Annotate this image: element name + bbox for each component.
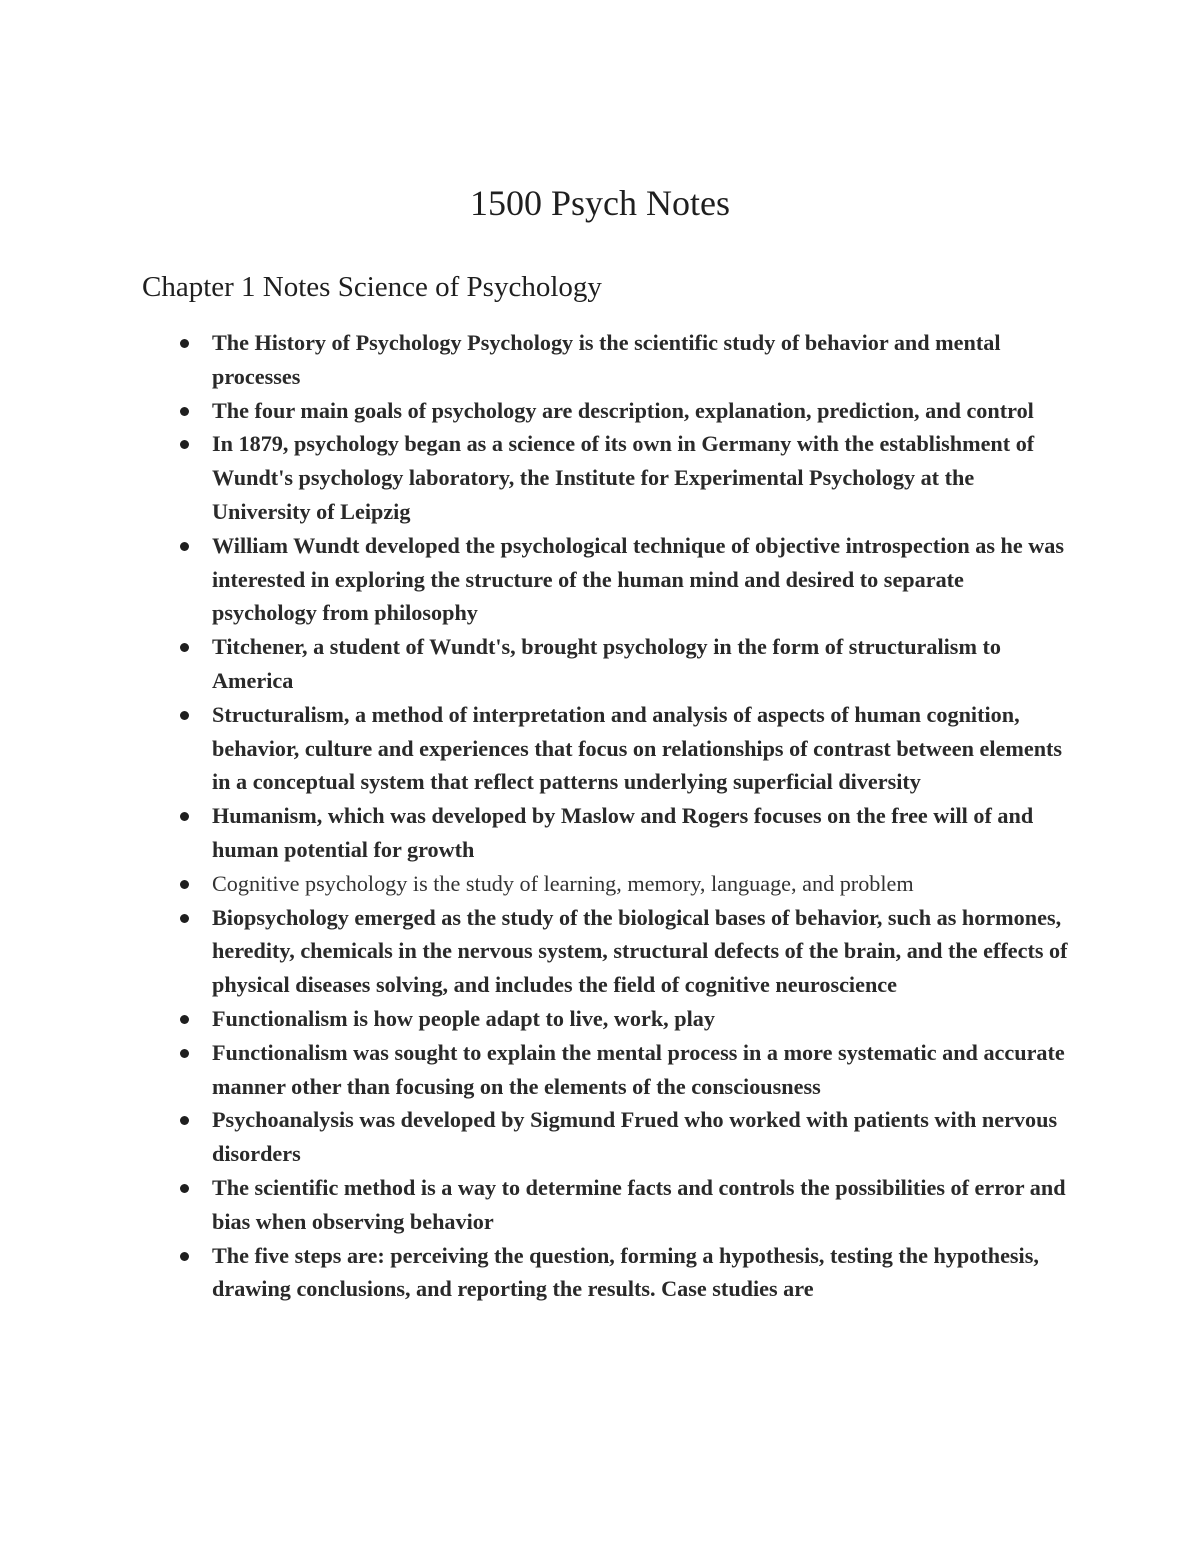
list-item bbox=[212, 867, 1072, 901]
list-item-text: The scientific method is a way to determine facts and controls the possibilities of error and bias when observing behavior bbox=[212, 1174, 1066, 1234]
bullet-icon bbox=[180, 440, 189, 449]
list-item-text: Humanism, which was developed by Maslow and Rogers focuses on the free will of and human potential for growth bbox=[212, 803, 1034, 862]
list-item-text: Structuralism, a method of interpretation and analysis of aspects of human cognition, behavior, culture and experiences that focus on relationships of contrast between elements in a conceptual system that reflect patterns underlying superficial diversity bbox=[212, 701, 1063, 795]
list-item bbox=[212, 698, 1072, 799]
list-item-text: The History of Psychology Psychology is the scientific study of behavior and mental processes bbox=[212, 330, 1001, 389]
list-item-text: The four main goals of psychology are description, explanation, prediction, and control bbox=[212, 397, 1034, 423]
list-item-text: Functionalism was sought to explain the mental process in a more systematic and accurate manner other than focusing on the elements of the consciousness bbox=[212, 1039, 1065, 1099]
list-item-text: Psychoanalysis was developed by Sigmund Frued who worked with patients with nervous disorders bbox=[212, 1107, 1058, 1167]
list-item-text: William Wundt developed the psychological technique of objective introspection as he was interested in exploring the structure of the human mind and desired to separate psychology from philosophy bbox=[212, 532, 1064, 626]
bullet-icon bbox=[180, 880, 189, 889]
list-item bbox=[212, 1239, 1072, 1307]
list-item bbox=[212, 901, 1072, 1002]
list-item-text: Titchener, a student of Wundt's, brought psychology in the form of structuralism to America bbox=[212, 634, 1001, 693]
list-item bbox=[212, 326, 1072, 394]
list-item bbox=[212, 1036, 1072, 1104]
bullet-icon bbox=[180, 812, 189, 821]
bullet-icon bbox=[180, 1049, 189, 1058]
section-heading: Chapter 1 Notes Science of Psychology bbox=[142, 271, 602, 303]
list-item bbox=[212, 630, 1072, 698]
bullet-icon bbox=[180, 1015, 189, 1024]
list-item bbox=[212, 1103, 1072, 1171]
bullet-icon bbox=[180, 1184, 189, 1193]
list-item-text: Biopsychology emerged as the study of the biological bases of behavior, such as hormones, heredity, chemicals in the nervous system, structural defects of the brain, and the effects of physical diseases solving, and includes the field of cognitive neuroscience bbox=[212, 904, 1068, 998]
bullet-icon bbox=[180, 407, 189, 416]
bullet-icon bbox=[180, 711, 189, 720]
list-item bbox=[212, 394, 1072, 428]
list-item-text: The five steps are: perceiving the question, forming a hypothesis, testing the hypothesis, drawing conclusions, and reporting the results. Case studies are bbox=[212, 1242, 1039, 1302]
bullet-icon bbox=[180, 1116, 189, 1125]
list-item-text: Cognitive psychology is the study of learning, memory, language, and problem bbox=[212, 870, 914, 896]
list-item bbox=[212, 427, 1072, 528]
list-item bbox=[212, 529, 1072, 630]
list-item-text: Functionalism is how people adapt to live, work, play bbox=[212, 1005, 715, 1031]
list-item bbox=[212, 1171, 1072, 1239]
notes-list bbox=[212, 326, 1072, 1306]
bullet-icon bbox=[180, 1252, 189, 1261]
list-item bbox=[212, 799, 1072, 867]
bullet-icon bbox=[180, 339, 189, 348]
list-item-text: In 1879, psychology began as a science of its own in Germany with the establishment of Wundt's psychology laboratory, the Institute for Experimental Psychology at the University of Leipzig bbox=[212, 431, 1035, 524]
bullet-icon bbox=[180, 914, 189, 923]
bullet-icon bbox=[180, 542, 189, 551]
document-title: 1500 Psych Notes bbox=[470, 183, 730, 223]
bullet-icon bbox=[180, 643, 189, 652]
list-item bbox=[212, 1002, 1072, 1036]
